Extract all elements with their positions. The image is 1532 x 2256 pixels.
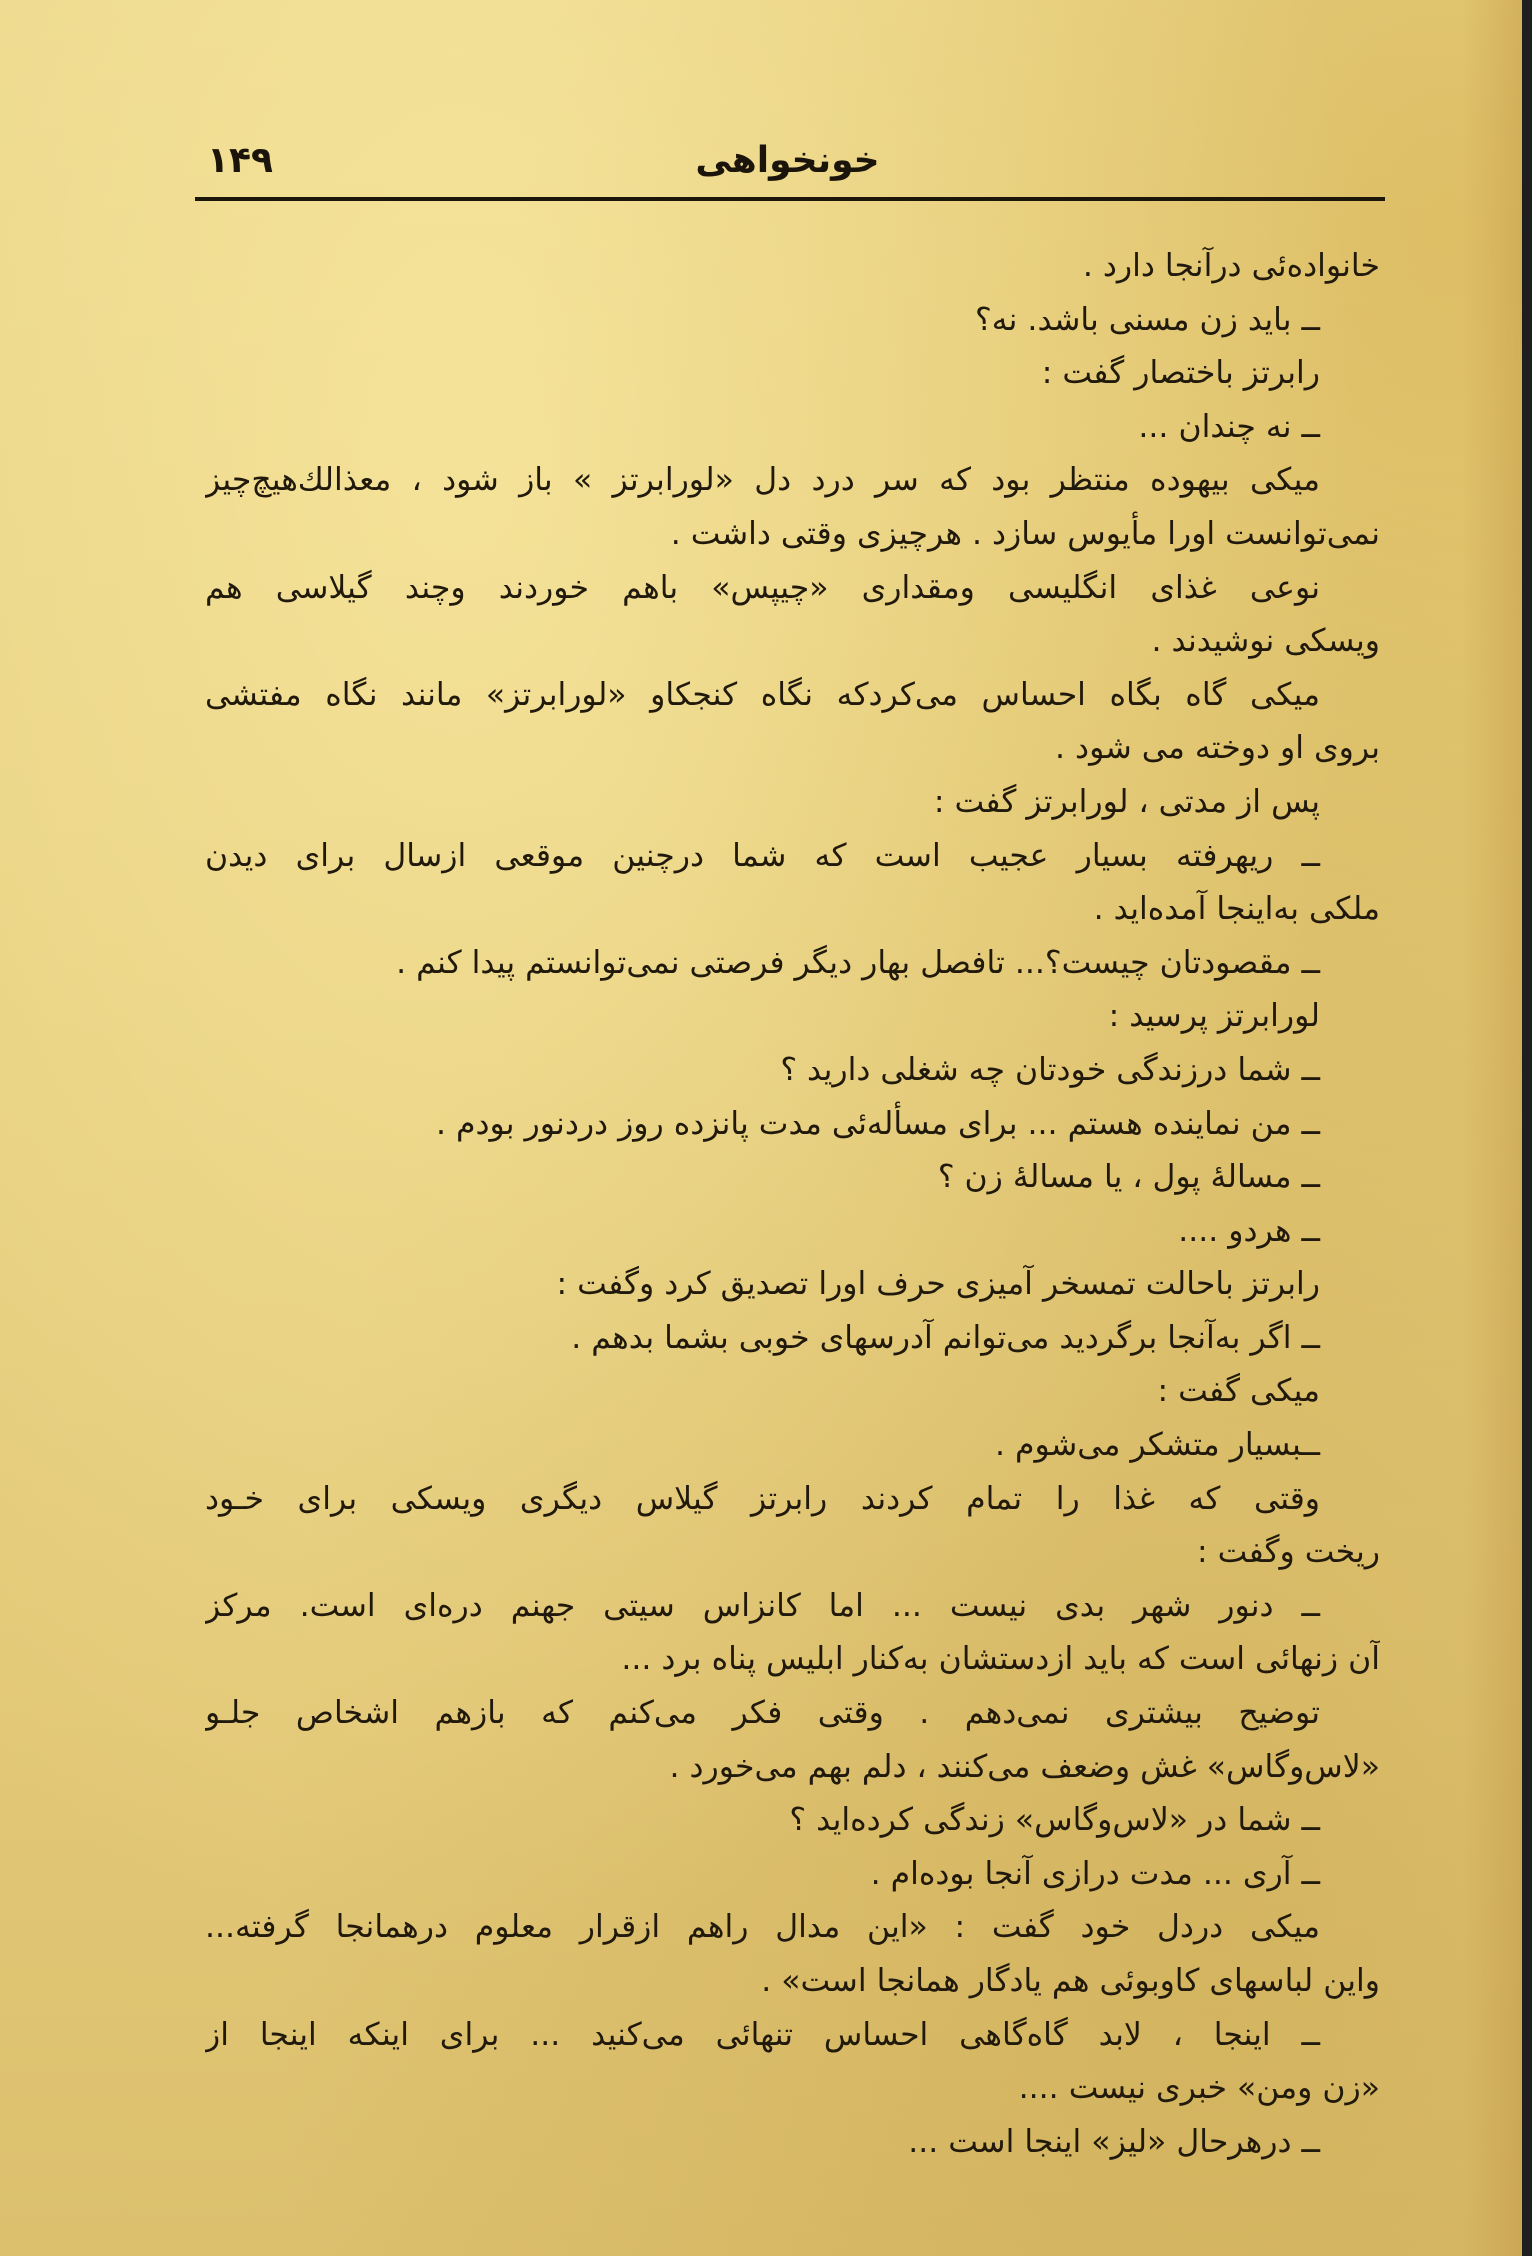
- text-line: ملکی به‌اینجا آمده‌اید .: [1093, 891, 1380, 928]
- text-line: ــ درهرحال «لیز» اینجا است ...: [908, 2123, 1320, 2160]
- text-line: نوعی غذای انگلیسی ومقداری «چیپس» باهم خوردند وچند گیلاسی هم: [205, 569, 1320, 606]
- text-line: میکی گاه بگاه احساس می‌کردکه نگاه کنجکاو «لورابرتز» مانند نگاه مفتشی: [205, 676, 1320, 713]
- text-line: ــ هردو ....: [1178, 1212, 1320, 1249]
- text-line: ــ شما درزندگی خودتان چه شغلی دارید ؟: [780, 1051, 1320, 1088]
- running-title: خونخواهی: [695, 140, 880, 181]
- text-line: ــ شما در «لاس‌وگاس» زندگی کرده‌اید ؟: [789, 1802, 1320, 1839]
- text-line: «لاس‌وگاس» غش وضعف می‌کنند ، دلم بهم می‌خورد .: [669, 1748, 1380, 1785]
- text-line: ــ اینجا ، لابد گاه‌گاهی احساس تنهائی می‌کنید ... برای اینکه اینجا از: [205, 2016, 1320, 2053]
- text-line: آن زنهائی است که باید ازدستشان به‌کنار ابلیس پناه برد ...: [621, 1641, 1380, 1678]
- page-header: [195, 140, 1380, 190]
- text-line: لورابرتز پرسید :: [1108, 998, 1320, 1035]
- text-line: نمی‌توانست اورا مأیوس سازد . هرچیزی وقتی داشت .: [670, 515, 1380, 552]
- page-number: ۱۴۹: [207, 140, 273, 181]
- text-line: پس از مدتی ، لورابرتز گفت :: [933, 783, 1320, 820]
- text-line: رابرتز باختصار گفت :: [1041, 355, 1320, 392]
- text-line: ــبسیار متشکر می‌شوم .: [995, 1427, 1320, 1464]
- text-line: وقتی که غذا را تمام کردند رابرتز گیلاس دیگری ویسکی برای خـود: [205, 1480, 1320, 1517]
- text-line: توضیح بیشتری نمی‌دهم . وقتی فکر می‌کنم که بازهم اشخاص جلـو: [205, 1695, 1320, 1732]
- text-line: ــ مسالهٔ پول ، یا مسالهٔ زن ؟: [937, 1159, 1320, 1196]
- text-line: ــ اگر به‌آنجا برگردید می‌توانم آدرسهای خوبی بشما بدهم .: [571, 1319, 1320, 1356]
- text-line: واین لباسهای کاوبوئی هم یادگار همانجا است» .: [761, 1963, 1380, 1999]
- text-line: بروی او دوخته می شود .: [1055, 730, 1380, 767]
- text-line: میکی گفت :: [1157, 1373, 1320, 1410]
- text-line: خانواده‌ئی درآنجا دارد .: [1082, 248, 1380, 284]
- text-line: ــ دنور شهر بدی نیست ... اما کانزاس سیتی جهنم دره‌ای است. مرکز: [205, 1587, 1320, 1624]
- text-line: ریخت وگفت :: [1197, 1534, 1380, 1571]
- text-line: میکی بیهوده منتظر بود که سر درد دل «لورابرتز » باز شود ، معذالك‌هیچ‌چیز: [205, 462, 1320, 499]
- text-line: میکی دردل خود گفت : «این مدال راهم ازقرار معلوم درهمانجا گرفته...: [205, 1909, 1320, 1946]
- scan-edge: [1522, 0, 1532, 2256]
- text-line: ــ باید زن مسنی باشد. نه؟: [975, 301, 1320, 338]
- text-line: رابرتز باحالت تمسخر آمیزی حرف اورا تصدیق کرد وگفت :: [556, 1266, 1320, 1303]
- text-line: ــ مقصودتان چیست؟... تافصل بهار دیگر فرصتی نمی‌توانستم پیدا کنم .: [396, 944, 1320, 981]
- text-line: ویسکی نوشیدند .: [1151, 623, 1380, 660]
- text-line: ــ آری ... مدت درازی آنجا بوده‌ام .: [870, 1855, 1320, 1892]
- text-line: ــ نه چندان ...: [1138, 408, 1320, 445]
- text-line: «زن ومن» خبری نیست ....: [1018, 2070, 1380, 2107]
- text-line: ــ من نماینده هستم ... برای مسأله‌ئی مدت پانزده روز دردنور بودم .: [435, 1105, 1320, 1142]
- header-rule: [195, 197, 1385, 201]
- body-text: [205, 240, 1380, 2170]
- text-line: ــ ریهرفته بسیار عجیب است که شما درچنین موقعی ازسال برای دیدن: [205, 837, 1320, 874]
